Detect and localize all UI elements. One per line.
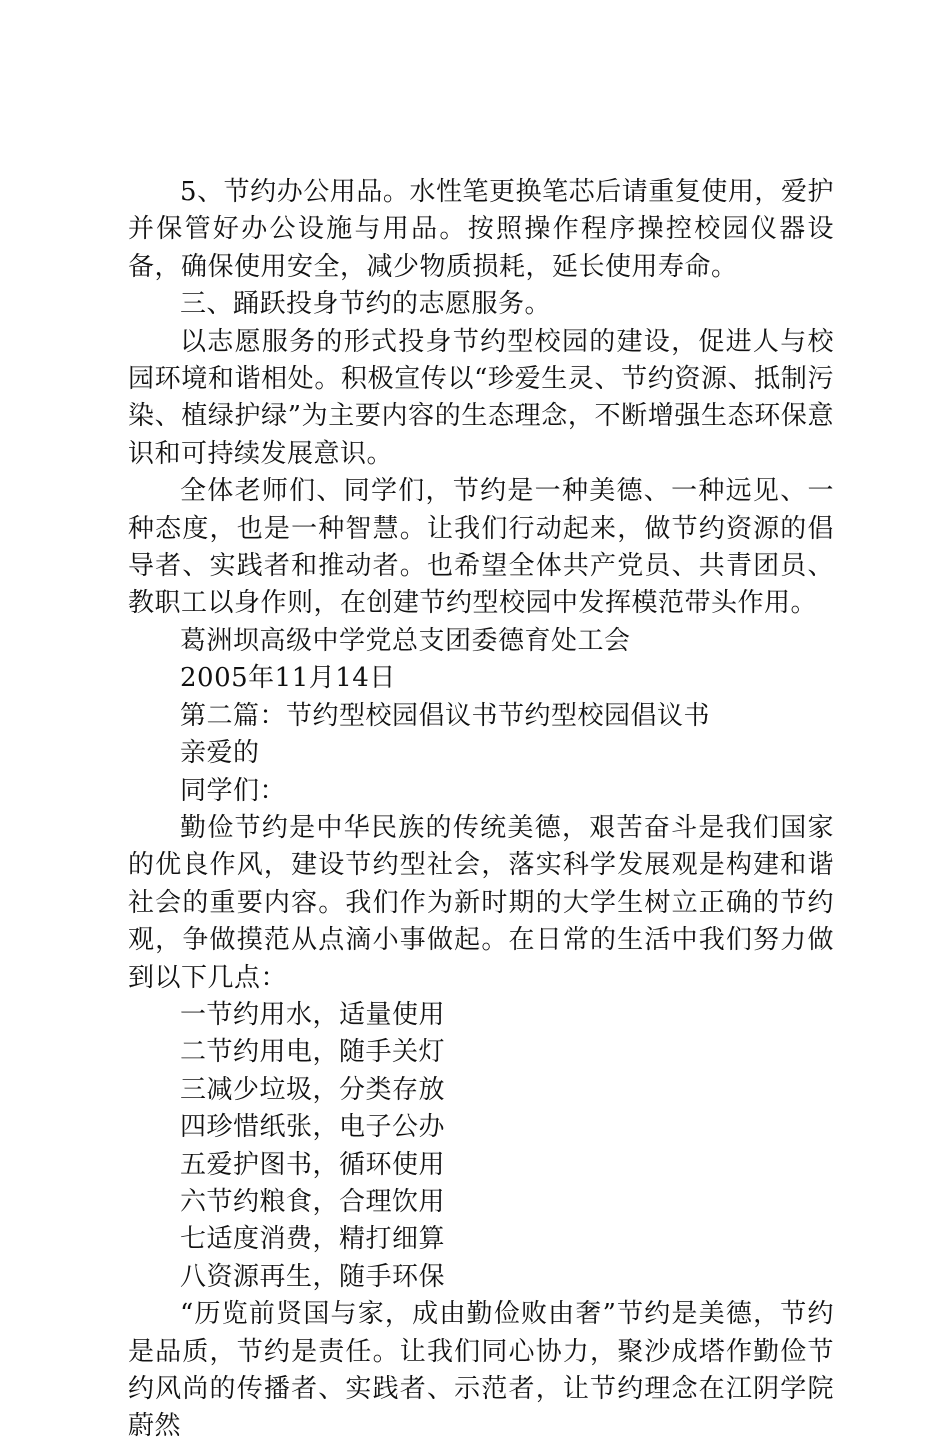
list-item: 六节约粮食，合理饮用 bbox=[180, 1186, 446, 1217]
section-heading-volunteer: 三、踊跃投身节约的志愿服务。 bbox=[180, 289, 552, 320]
paragraph-call-to-action: 全体老师们、同学们，节约是一种美德、一种远见、一种态度，也是一种智慧。让我们行动起来，做节约资源的倡导者、实践者和推动者。也希望全体共产党员、共青团员、教职工以身作则，在创建节约型校园中发挥模范带头作用。 bbox=[128, 476, 834, 619]
list-item: 四珍惜纸张，电子公办 bbox=[180, 1112, 446, 1143]
list-item: 五爱护图书，循环使用 bbox=[180, 1149, 446, 1180]
paragraph-intro: 勤俭节约是中华民族的传统美德，艰苦奋斗是我们国家的优良作风，建设节约型社会，落实科学发展观是构建和谐社会的重要内容。我们作为新时期的大学生树立正确的节约观，争做摸范从点滴小事做起。在日常的生活中我们努力做到以下几点： bbox=[128, 812, 834, 993]
list-item: 八资源再生，随手环保 bbox=[180, 1261, 446, 1292]
list-item: 三减少垃圾，分类存放 bbox=[180, 1074, 446, 1105]
salutation-line-1: 亲爱的 bbox=[180, 738, 260, 769]
list-item: 一节约用水，适量使用 bbox=[180, 999, 446, 1030]
signature-date: 2005年11月14日 bbox=[180, 663, 396, 694]
paragraph-volunteer-service: 以志愿服务的形式投身节约型校园的建设，促进人与校园环境和谐相处。积极宣传以“珍爱生灵、节约资源、抵制污染、植绿护绿”为主要内容的生态理念，不断增强生态环保意识和可持续发展意识。 bbox=[128, 326, 834, 469]
list-item: 七适度消费，精打细算 bbox=[180, 1224, 446, 1255]
list-item: 二节约用电，随手关灯 bbox=[180, 1037, 446, 1068]
signature-organization: 葛洲坝高级中学党总支团委德育处工会 bbox=[180, 625, 631, 656]
salutation-line-2: 同学们： bbox=[180, 775, 287, 806]
paragraph-closing-quote: “历览前贤国与家，成由勤俭败由奢”节约是美德，节约是品质，节约是责任。让我们同心协力，聚沙成塔作勤俭节约风尚的传播者、实践者、示范者，让节约理念在江阴学院蔚然 bbox=[128, 1299, 834, 1442]
second-article-title: 第二篇：节约型校园倡议书节约型校园倡议书 bbox=[180, 700, 711, 731]
paragraph-office-supplies: 5、节约办公用品。水性笔更换笔芯后请重复使用，爱护并保管好办公设施与用品。按照操作程序操控校园仪器设备，确保使用安全，减少物质损耗，延长使用寿命。 bbox=[128, 177, 834, 282]
document-body bbox=[128, 174, 834, 1446]
